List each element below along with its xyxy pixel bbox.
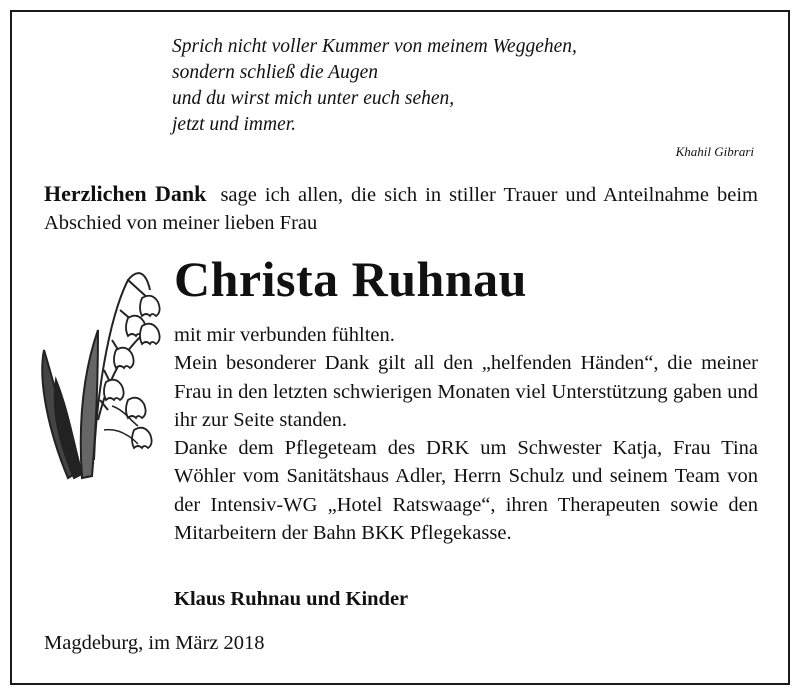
body-text <box>174 321 758 547</box>
poem-line: und du wirst mich unter euch sehen, <box>172 88 455 109</box>
poem-line: sondern schließ die Augen <box>172 62 378 83</box>
poem-line: Sprich nicht voller Kummer von meinem Weggehen, <box>172 36 577 57</box>
thanks-text: sage ich allen, die sich in stiller Trauer und Anteilnahme beim Abschied von meiner lieben Frau <box>44 184 758 234</box>
poem <box>172 34 577 138</box>
deceased-name: Christa Ruhnau <box>174 251 527 307</box>
poem-line: jetzt und immer. <box>172 114 297 135</box>
lily-of-the-valley-icon <box>38 260 168 480</box>
place-date: Magdeburg, im März 2018 <box>44 632 265 654</box>
body-paragraph: Danke dem Pflegeteam des DRK um Schwester Katja, Frau Tina Wöhler vom Sanitätshaus Adler, Herrn Schulz und seinem Team von der Intensiv-WG „Hotel Ratswaage“, ihren Therapeuten sowie den Mitarbeitern der Bahn BKK Pflegekasse. <box>174 437 758 545</box>
body-paragraph: mit mir verbunden fühlten. <box>174 324 395 346</box>
body-paragraph: Mein besonderer Dank gilt all den „helfenden Händen“, die meiner Frau in den letzten schwierigen Monaten viel Unterstützung gaben und ihr zur Seite standen. <box>174 352 758 431</box>
signature: Klaus Ruhnau und Kinder <box>174 588 409 610</box>
poem-author: Khahil Gibrari <box>675 144 754 159</box>
thanks-paragraph <box>44 180 758 237</box>
thanks-lead: Herzlichen Dank <box>44 181 207 206</box>
